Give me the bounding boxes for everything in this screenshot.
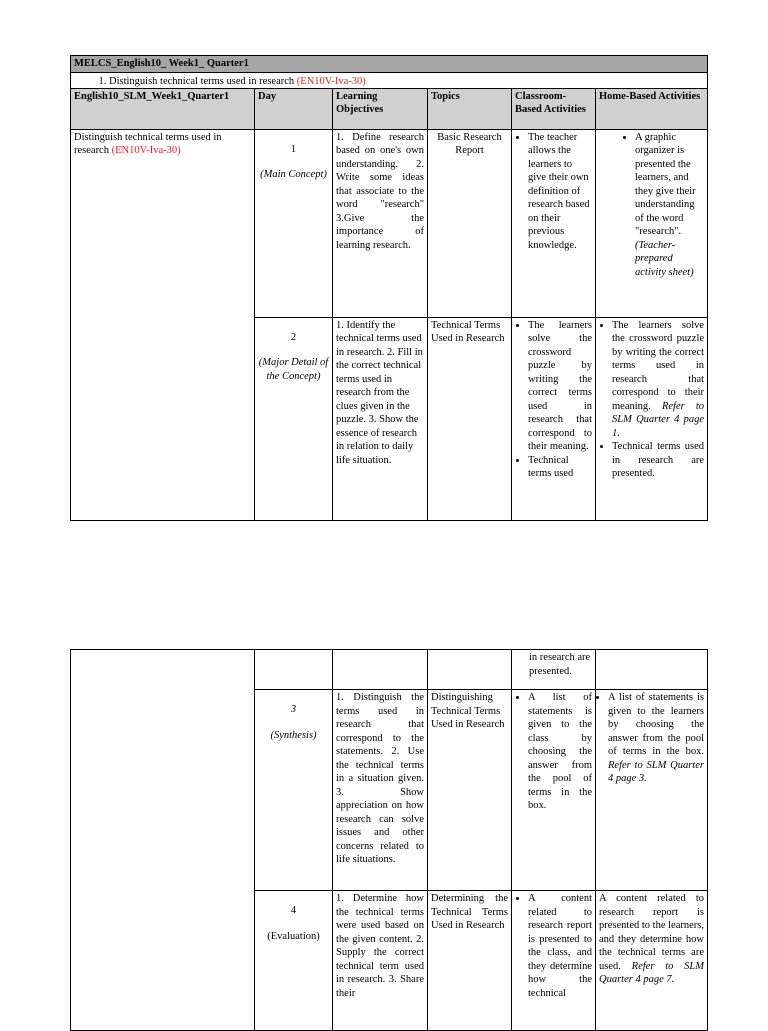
competency-text: Distinguish technical terms used in research [74, 131, 222, 156]
objectives-cell: 1. Identify the technical terms used in research. 2. Fill in the correct technical terms used in research from the clues given in the puzzle. 3. Show the essence of research in relation to daily life situation. [333, 317, 428, 520]
home-bullet [608, 691, 704, 786]
header-col1: English10_SLM_Week1_Quarter1 [71, 88, 255, 129]
day-label: (Synthesis) [270, 729, 317, 741]
classroom-bullet: • The teacher allows the learners to give their own definition of research based on their previous knowledge. [528, 131, 592, 253]
home-bullet [635, 131, 704, 280]
home-bullet-text: A list of statements is given to the learners by choosing the answer from the pool of terms in the box. [608, 692, 704, 757]
classroom-bullet: • The learners solve the crossword puzzle by writing the correct terms used in research that correspond to their meaning. [528, 319, 592, 454]
classroom-bullet: • Technical terms used [528, 454, 592, 481]
header-topics: Topics [428, 88, 512, 129]
classroom-continuation: in research are presented. [512, 650, 596, 690]
topic-cell: Technical Terms Used in Research [428, 317, 512, 520]
home-note: Refer to SLM Quarter 4 page 1. [612, 400, 705, 439]
day-label: (Evaluation) [267, 930, 320, 942]
header-home: Home-Based Activities [596, 88, 708, 129]
home-cell [596, 690, 708, 891]
competency-cell [71, 129, 255, 520]
day-2-cell [255, 317, 333, 520]
classroom-cell [512, 317, 596, 520]
day-4-cell [255, 891, 333, 1031]
home-bullet [612, 319, 704, 441]
home-cell [596, 891, 708, 1031]
classroom-cell [512, 891, 596, 1031]
classroom-cell [512, 690, 596, 891]
day-label: (Main Concept) [260, 169, 327, 180]
melcs-table-page-2 [70, 649, 708, 1031]
objectives-cell: 1. Define research based on one's own understanding. 2. Write some ideas that associate to the word "research" 3.Give the importance of learning research. [333, 129, 428, 317]
topic-cell: Basic Research Report [428, 129, 512, 317]
classroom-bullet: • A list of statements is given to the class by choosing the answer from the pool of terms in the box. [528, 691, 592, 813]
table-title: MELCS_English10_ Week1_ Quarter1 [71, 56, 708, 73]
header-day: Day [255, 88, 333, 129]
day-1-cell [255, 129, 333, 317]
objective-item [109, 76, 704, 88]
day-number: 2 [290, 331, 297, 343]
objectives-cell: 1. Distinguish the terms used in research that correspond to the statements. 2. Use the technical terms in a situation given. 3. Show appreciation on how research can solve issues and other concerns related to life situations. [333, 690, 428, 891]
classroom-bullet: • A content related to research report is presented to the class, and they determine how the technical [528, 892, 592, 1000]
classroom-cell [512, 129, 596, 317]
home-bullet: • Technical terms used in research are presented. [612, 440, 704, 481]
home-bullet-text: A graphic organizer is presented the learners, and they give their understanding of the word "research". [635, 131, 696, 237]
home-note: (Teacher-prepared activity sheet) [635, 239, 694, 278]
day-label: (Major Detail of the Concept) [258, 357, 329, 382]
melcs-table-page-1 [70, 55, 708, 521]
home-bullet-text: The learners solve the crossword puzzle by writing the correct terms used in research that correspond to their meaning. [612, 319, 705, 412]
topic-cell: Determining the Technical Terms Used in Research [428, 891, 512, 1031]
objectives-cell: 1. Determine how the technical terms were used based on the given content. 2. Supply the correct technical term used in research. 3. Share their [333, 891, 428, 1031]
home-cell [596, 129, 708, 317]
header-learning-objectives: Learning Objectives [333, 88, 428, 129]
objectives-cell-empty [333, 650, 428, 690]
day-number: 1 [290, 143, 297, 155]
day-number: 3 [290, 704, 297, 715]
objective-code: (EN10V-Iva-30) [296, 75, 366, 87]
competency-cell-continued [71, 650, 255, 1031]
day-number: 4 [290, 905, 297, 916]
topic-cell: Distinguishing Technical Terms Used in Research [428, 690, 512, 891]
day-cell-empty [255, 650, 333, 690]
day-3-cell [255, 690, 333, 891]
home-note: Refer to SLM Quarter 4 page 3. [608, 759, 704, 784]
home-cell [596, 317, 708, 520]
home-text: A content related to research report is presented to the learners, and they determine how the technical terms are used. [599, 893, 704, 972]
objective-row [71, 72, 708, 88]
home-cell-empty [596, 650, 708, 690]
header-classroom: Classroom-Based Activities [512, 88, 596, 129]
objective-text: Distinguish technical terms used in research [109, 75, 295, 87]
competency-code: (EN10V-Iva-30) [111, 145, 181, 156]
topic-cell-empty [428, 650, 512, 690]
home-note: Refer to SLM Quarter 4 page 7. [599, 960, 704, 985]
